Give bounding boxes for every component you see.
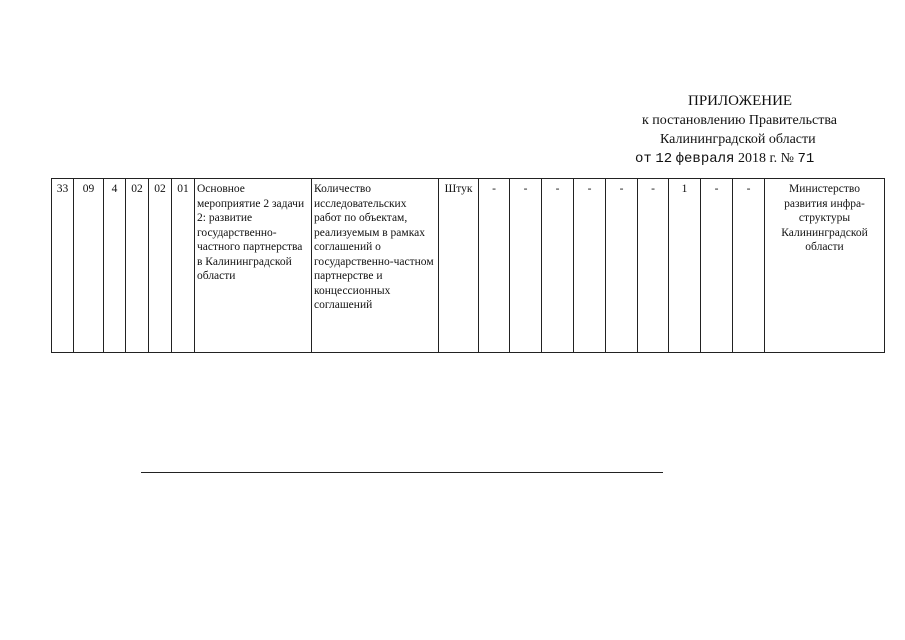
cell-responsible-ministry: Министерство развития инфра-структуры Калининградской области bbox=[765, 179, 885, 353]
cell-value-9: - bbox=[733, 179, 765, 353]
cell-unit: Штук bbox=[439, 179, 479, 353]
cell-code-4: 02 bbox=[126, 179, 149, 353]
date-year: 2018 г. bbox=[737, 151, 778, 166]
cell-value-7: 1 bbox=[669, 179, 701, 353]
cell-value-1: - bbox=[479, 179, 510, 353]
appendix-title: ПРИЛОЖЕНИЕ bbox=[688, 93, 793, 109]
cell-value-4: - bbox=[574, 179, 606, 353]
cell-value-2: - bbox=[510, 179, 542, 353]
cell-event: Основное мероприятие 2 задачи 2: развитие государственно-частного партнерства в Калининградской области bbox=[195, 179, 312, 353]
cell-code-6: 01 bbox=[172, 179, 195, 353]
number-label: № bbox=[780, 151, 794, 166]
cell-value-6: - bbox=[638, 179, 669, 353]
appendix-region-line: Калининградской области bbox=[660, 132, 816, 147]
date-day: 12 bbox=[655, 151, 673, 167]
cell-value-8: - bbox=[701, 179, 733, 353]
date-month: февраля bbox=[675, 151, 735, 167]
cell-indicator: Количество исследовательских работ по объектам, реализуемым в рамках соглашений о государственно-частном партнерстве и концессионных соглашений bbox=[312, 179, 439, 353]
cell-value-5: - bbox=[606, 179, 638, 353]
closing-rule bbox=[141, 472, 663, 473]
cell-value-3: - bbox=[542, 179, 574, 353]
document-number: 71 bbox=[797, 151, 815, 167]
appendix-resolution-line: к постановлению Правительства bbox=[642, 113, 838, 128]
program-table bbox=[51, 178, 885, 353]
appendix-date-line bbox=[600, 149, 890, 169]
appendix-header bbox=[600, 92, 890, 169]
table-row bbox=[52, 179, 885, 353]
date-prefix: от bbox=[635, 151, 652, 167]
cell-code-3: 4 bbox=[104, 179, 126, 353]
cell-code-1: 33 bbox=[52, 179, 74, 353]
cell-code-5: 02 bbox=[149, 179, 172, 353]
cell-code-2: 09 bbox=[74, 179, 104, 353]
